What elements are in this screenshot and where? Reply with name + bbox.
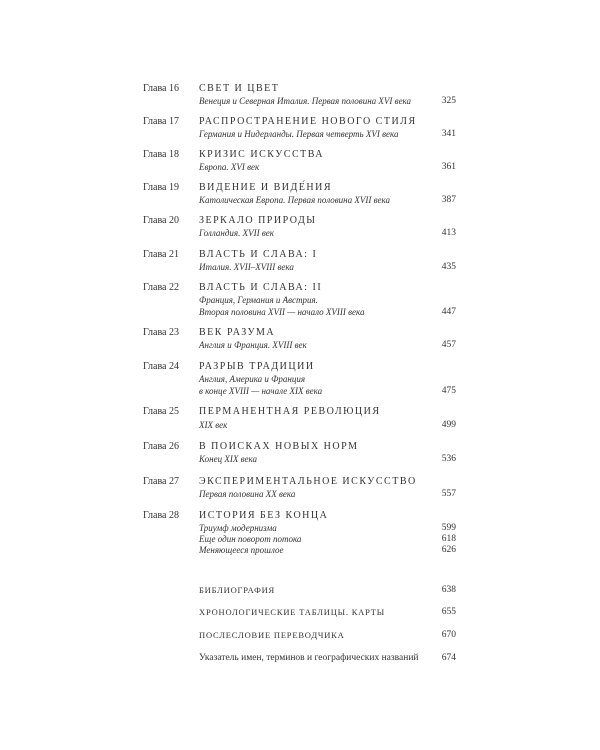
chapter-subtitle: Меняющееся прошлое: [199, 545, 284, 555]
chapter-label: Глава 24: [143, 361, 179, 372]
chapter-label: Глава 25: [143, 406, 179, 417]
chapter-title: ВЛАСТЬ И СЛАВА: I: [199, 249, 318, 260]
toc-appendix-afterword[interactable]: [0, 630, 600, 644]
chapter-title: ВЛАСТЬ И СЛАВА: II: [199, 282, 323, 293]
chapter-label: Глава 20: [143, 215, 179, 226]
chapter-subtitle: Франция, Германия и Австрия.: [199, 295, 318, 305]
toc-entry-27[interactable]: [0, 476, 600, 500]
chapter-label: Глава 18: [143, 149, 179, 160]
chapter-title: СВЕТ И ЦВЕТ: [199, 83, 280, 94]
chapter-subtitle: Вторая половина XVII — начало XVIII века: [199, 307, 365, 317]
chapter-title: ВИДЕНИЕ И ВИДЕ́НИЯ: [199, 182, 333, 193]
chapter-subtitle: Триумф модернизма: [199, 523, 277, 533]
chapter-label: Глава 23: [143, 327, 179, 338]
chapter-title: ПЕРМАНЕНТНАЯ РЕВОЛЮЦИЯ: [199, 406, 381, 417]
page-number: 599: [441, 523, 456, 533]
page-number: 626: [441, 545, 456, 555]
chapter-label: Глава 22: [143, 282, 179, 293]
page-number: 618: [441, 534, 456, 544]
page-number: 361: [441, 162, 456, 172]
chapter-subtitle: Католическая Европа. Первая половина XVII века: [199, 195, 390, 205]
toc-entry-22[interactable]: [0, 282, 600, 318]
toc-entry-20[interactable]: [0, 215, 600, 239]
toc-entry-18[interactable]: [0, 149, 600, 173]
chapter-title: ВЕК РАЗУМА: [199, 327, 276, 338]
chapter-title: ЭКСПЕРИМЕНТАЛЬНОЕ ИСКУССТВО: [199, 476, 417, 487]
chapter-title: ЗЕРКАЛО ПРИРОДЫ: [199, 215, 317, 226]
chapter-title: В ПОИСКАХ НОВЫХ НОРМ: [199, 441, 359, 452]
toc-entry-16[interactable]: [0, 83, 600, 107]
chapter-label: Глава 28: [143, 510, 179, 521]
page-number: 435: [441, 262, 456, 272]
appendix-title: ХРОНОЛОГИЧЕСКИЕ ТАБЛИЦЫ. КАРТЫ: [199, 607, 385, 617]
chapter-title: КРИЗИС ИСКУССТВА: [199, 149, 325, 160]
toc-appendix-bibliography[interactable]: [0, 585, 600, 599]
chapter-label: Глава 27: [143, 476, 179, 487]
toc-appendix-chronology[interactable]: [0, 607, 600, 621]
page-number: 655: [441, 607, 456, 617]
toc-entry-19[interactable]: [0, 182, 600, 206]
chapter-subtitle: в конце XVIII — начале XIX века: [199, 386, 323, 396]
toc-entry-28[interactable]: [0, 510, 600, 560]
chapter-subtitle: Германия и Нидерланды. Первая четверть XVI века: [199, 129, 399, 139]
toc-entry-21[interactable]: [0, 249, 600, 273]
page-number: 457: [441, 340, 456, 350]
page-number: 475: [441, 386, 456, 396]
chapter-label: Глава 19: [143, 182, 179, 193]
toc-entry-24[interactable]: [0, 361, 600, 397]
page-number: 447: [441, 307, 456, 317]
page-number: 341: [441, 129, 456, 139]
page-number: 325: [441, 96, 456, 106]
page-number: 674: [441, 653, 456, 663]
page-number: 557: [441, 489, 456, 499]
appendix-title: БИБЛИОГРАФИЯ: [199, 585, 276, 595]
chapter-label: Глава 16: [143, 83, 179, 94]
page-number: 499: [441, 420, 456, 430]
page-number: 413: [441, 228, 456, 238]
chapter-title: РАСПРОСТРАНЕНИЕ НОВОГО СТИЛЯ: [199, 116, 417, 127]
appendix-title: ПОСЛЕСЛОВИЕ ПЕРЕВОДЧИКА: [199, 630, 345, 640]
toc-entry-17[interactable]: [0, 116, 600, 140]
chapter-label: Глава 17: [143, 116, 179, 127]
chapter-subtitle: Англия и Франция. XVIII век: [199, 340, 307, 350]
chapter-title: ИСТОРИЯ БЕЗ КОНЦА: [199, 510, 329, 521]
chapter-subtitle: Еще один поворот потока: [199, 534, 302, 544]
chapter-subtitle: XIX век: [199, 420, 228, 430]
chapter-label: Глава 26: [143, 441, 179, 452]
toc-entry-23[interactable]: [0, 327, 600, 351]
page-number: 536: [441, 454, 456, 464]
chapter-subtitle: Конец XIX века: [199, 454, 257, 464]
appendix-title: Указатель имен, терминов и географических названий: [199, 653, 419, 663]
chapter-subtitle: Италия. XVII–XVIII века: [199, 262, 294, 272]
chapter-label: Глава 21: [143, 249, 179, 260]
chapter-subtitle: Голландия. XVII век: [199, 228, 274, 238]
page-number: 387: [441, 195, 456, 205]
chapter-subtitle: Первая половина XX века: [199, 489, 296, 499]
chapter-subtitle: Англия, Америка и Франция: [199, 374, 306, 384]
page-number: 638: [441, 585, 456, 595]
chapter-title: РАЗРЫВ ТРАДИЦИИ: [199, 361, 315, 372]
page-number: 670: [441, 630, 456, 640]
chapter-subtitle: Венеция и Северная Италия. Первая половина XVI века: [199, 96, 412, 106]
chapter-subtitle: Европа. XVI век: [199, 162, 260, 172]
toc-entry-26[interactable]: [0, 441, 600, 465]
toc-appendix-index[interactable]: [0, 653, 600, 667]
toc-entry-25[interactable]: [0, 406, 600, 430]
